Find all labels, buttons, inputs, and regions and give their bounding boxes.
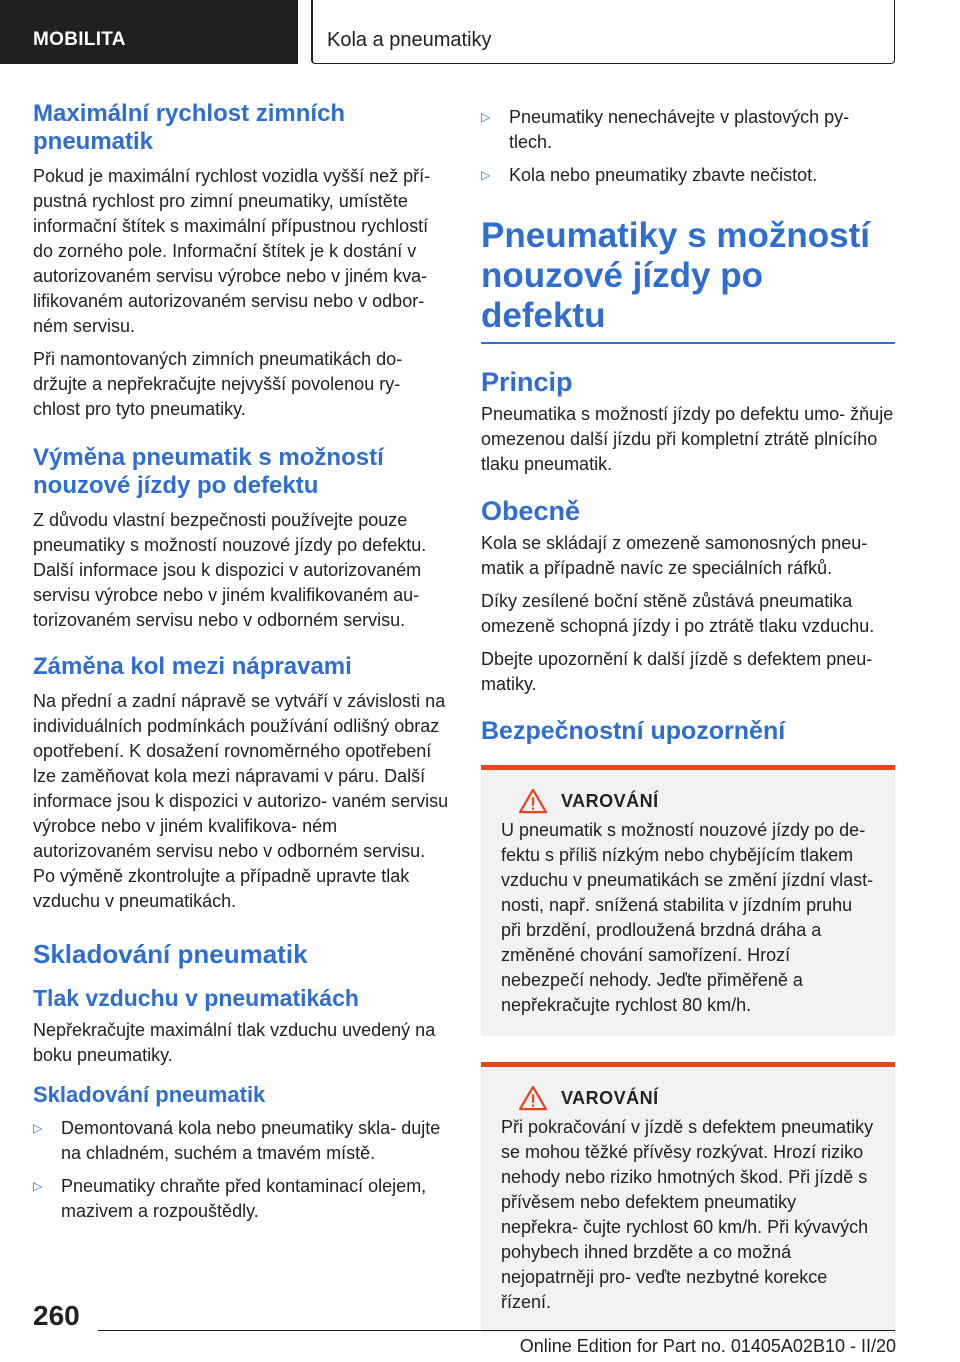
heading-principle: Princip <box>481 367 573 397</box>
right-column <box>481 105 895 1333</box>
subheading-storage: Skladování pneumatik <box>33 1082 266 1107</box>
general-paragraph-1: Kola se skládají z omezeně samonosných pneu- matik a případně navíc ze speciálních ráfků. <box>481 533 868 578</box>
replace-paragraph: Z důvodu vlastní bezpečnosti používejte pouze pneumatiky s možností nouzové jízdy po defektu. Další informace jsou k dispozici v autorizovaném servisu výrobce nebo v jiném kvalifikovaném au- torizovaném servisu nebo v odborném servisu. <box>33 510 427 630</box>
header-chapter: Kola a pneumatiky <box>311 0 895 64</box>
left-column <box>33 100 450 1224</box>
general-paragraph-2: Díky zesílené boční stěně zůstává pneumatika omezeně schopná jízdy i po ztrátě tlaku vzduchu. <box>481 591 875 636</box>
warning-title: VAROVÁNÍ <box>561 1087 659 1108</box>
warning-text: Při pokračování v jízdě s defektem pneumatiky se mohou těžké přívěsy rozkývat. Hrozí riziko nehody nebo riziko hmotných škod. Při jízdě s přívěsem nebo defektem pneumatiky nepřekra- čujte rychlost 60 km/h. Při kývavých pohybech ihned brzděte a co možná nejopatrněji pro- veďte nezbytné korekce řízení. <box>501 1117 874 1312</box>
warning-header <box>501 1085 877 1111</box>
triangle-bullet-icon: ▷ <box>481 168 491 182</box>
warning-box <box>481 1062 895 1333</box>
page-number: 260 <box>33 1300 80 1331</box>
header-section: MOBILITA <box>0 0 298 64</box>
max-speed-paragraph-2: Při namontovaných zimních pneumatikách do- držujte a nepřekračujte nejvyšší povolenou ry- chlost pro tyto pneumatiky. <box>33 349 403 419</box>
heading-tire-pressure: Tlak vzduchu v pneumatikách <box>33 985 359 1011</box>
heading-general: Obecně <box>481 496 581 526</box>
heading-max-speed: Maximální rychlost zimních pneumatik <box>33 100 346 155</box>
warning-triangle-icon <box>517 788 549 814</box>
warning-header <box>501 788 877 814</box>
warning-text: U pneumatik s možností nouzové jízdy po de- fektu s příliš nízkým nebo chybějícím tlakem vzduchu v pneumatikách se změní jízdní vlast- nosti, např. snížená stabilita v jízdním pruhu při brzdění, prodloužená brzdná dráha a změněné chování samořízení. Hrozí nebezpečí nehody. Jeďte přiměřeně a nepřekračujte rychlost 80 km/h. <box>501 820 874 1015</box>
list-item: ▷ Kola nebo pneumatiky zbavte nečistot. <box>481 163 895 188</box>
heading-wheel-swap: Záměna kol mezi nápravami <box>33 653 352 680</box>
triangle-bullet-icon: ▷ <box>33 1121 43 1135</box>
list-item: ▷ Demontovaná kola nebo pneumatiky skla- dujte na chladném, suchém a tmavém místě. <box>33 1116 450 1166</box>
list-item: ▷ Pneumatiky nenechávejte v plastových py- tlech. <box>481 105 895 155</box>
heading-safety: Bezpečnostní upozornění <box>481 717 786 745</box>
heading-storage: Skladování pneumatik <box>33 939 308 969</box>
warning-triangle-icon <box>517 1085 549 1111</box>
triangle-bullet-icon: ▷ <box>33 1179 43 1193</box>
warning-box <box>481 765 895 1036</box>
list-item: ▷ Pneumatiky chraňte před kontaminací olejem, mazivem a rozpouštědly. <box>33 1174 450 1224</box>
triangle-bullet-icon: ▷ <box>481 110 491 124</box>
footer-edition: Online Edition for Part no. 01405A02B10 - II/20 <box>519 1336 896 1356</box>
warning-title: VAROVÁNÍ <box>561 790 659 811</box>
swap-paragraph: Na přední a zadní nápravě se vytváří v závislosti na individuálních podmínkách používání odlišný obraz opotřebení. K dosažení rovnoměrného opotřebení lze zaměňovat kola mezi nápravami v páru. Další informace jsou k dispozici v autorizo- vaném servisu výrobce nebo v jiném kvalifikova- ném autorizovaném servisu nebo v odborném servisu. Po výměně zkontrolujte a případně upravte tlak vzduchu v pneumatikách. <box>33 691 449 911</box>
general-paragraph-3: Dbejte upozornění k další jízdě s defektem pneu- matiky. <box>481 649 873 694</box>
pressure-paragraph: Nepřekračujte maximální tlak vzduchu uvedený na boku pneumatiky. <box>33 1020 436 1065</box>
principle-paragraph: Pneumatika s možností jízdy po defektu umo- žňuje omezenou další jízdu při kompletní ztrátě plnícího tlaku pneumatik. <box>481 404 894 474</box>
footer-divider <box>98 1330 895 1331</box>
heading-runflat: Pneumatiky s možností nouzové jízdy po defektu <box>481 216 895 344</box>
max-speed-paragraph-1: Pokud je maximální rychlost vozidla vyšší než pří- pustná rychlost pro zimní pneumatiky, umístěte informační štítek s maximální přípustnou rychlostí do zorného pole. Informační štítek je k dostání v autorizovaném servisu výrobce nebo v jiném kva- lifikovaném autorizovaném servisu nebo v odbor- ném servisu. <box>33 166 431 336</box>
heading-replace-runflat: Výměna pneumatik s možností nouzové jízdy po defektu <box>33 444 384 499</box>
